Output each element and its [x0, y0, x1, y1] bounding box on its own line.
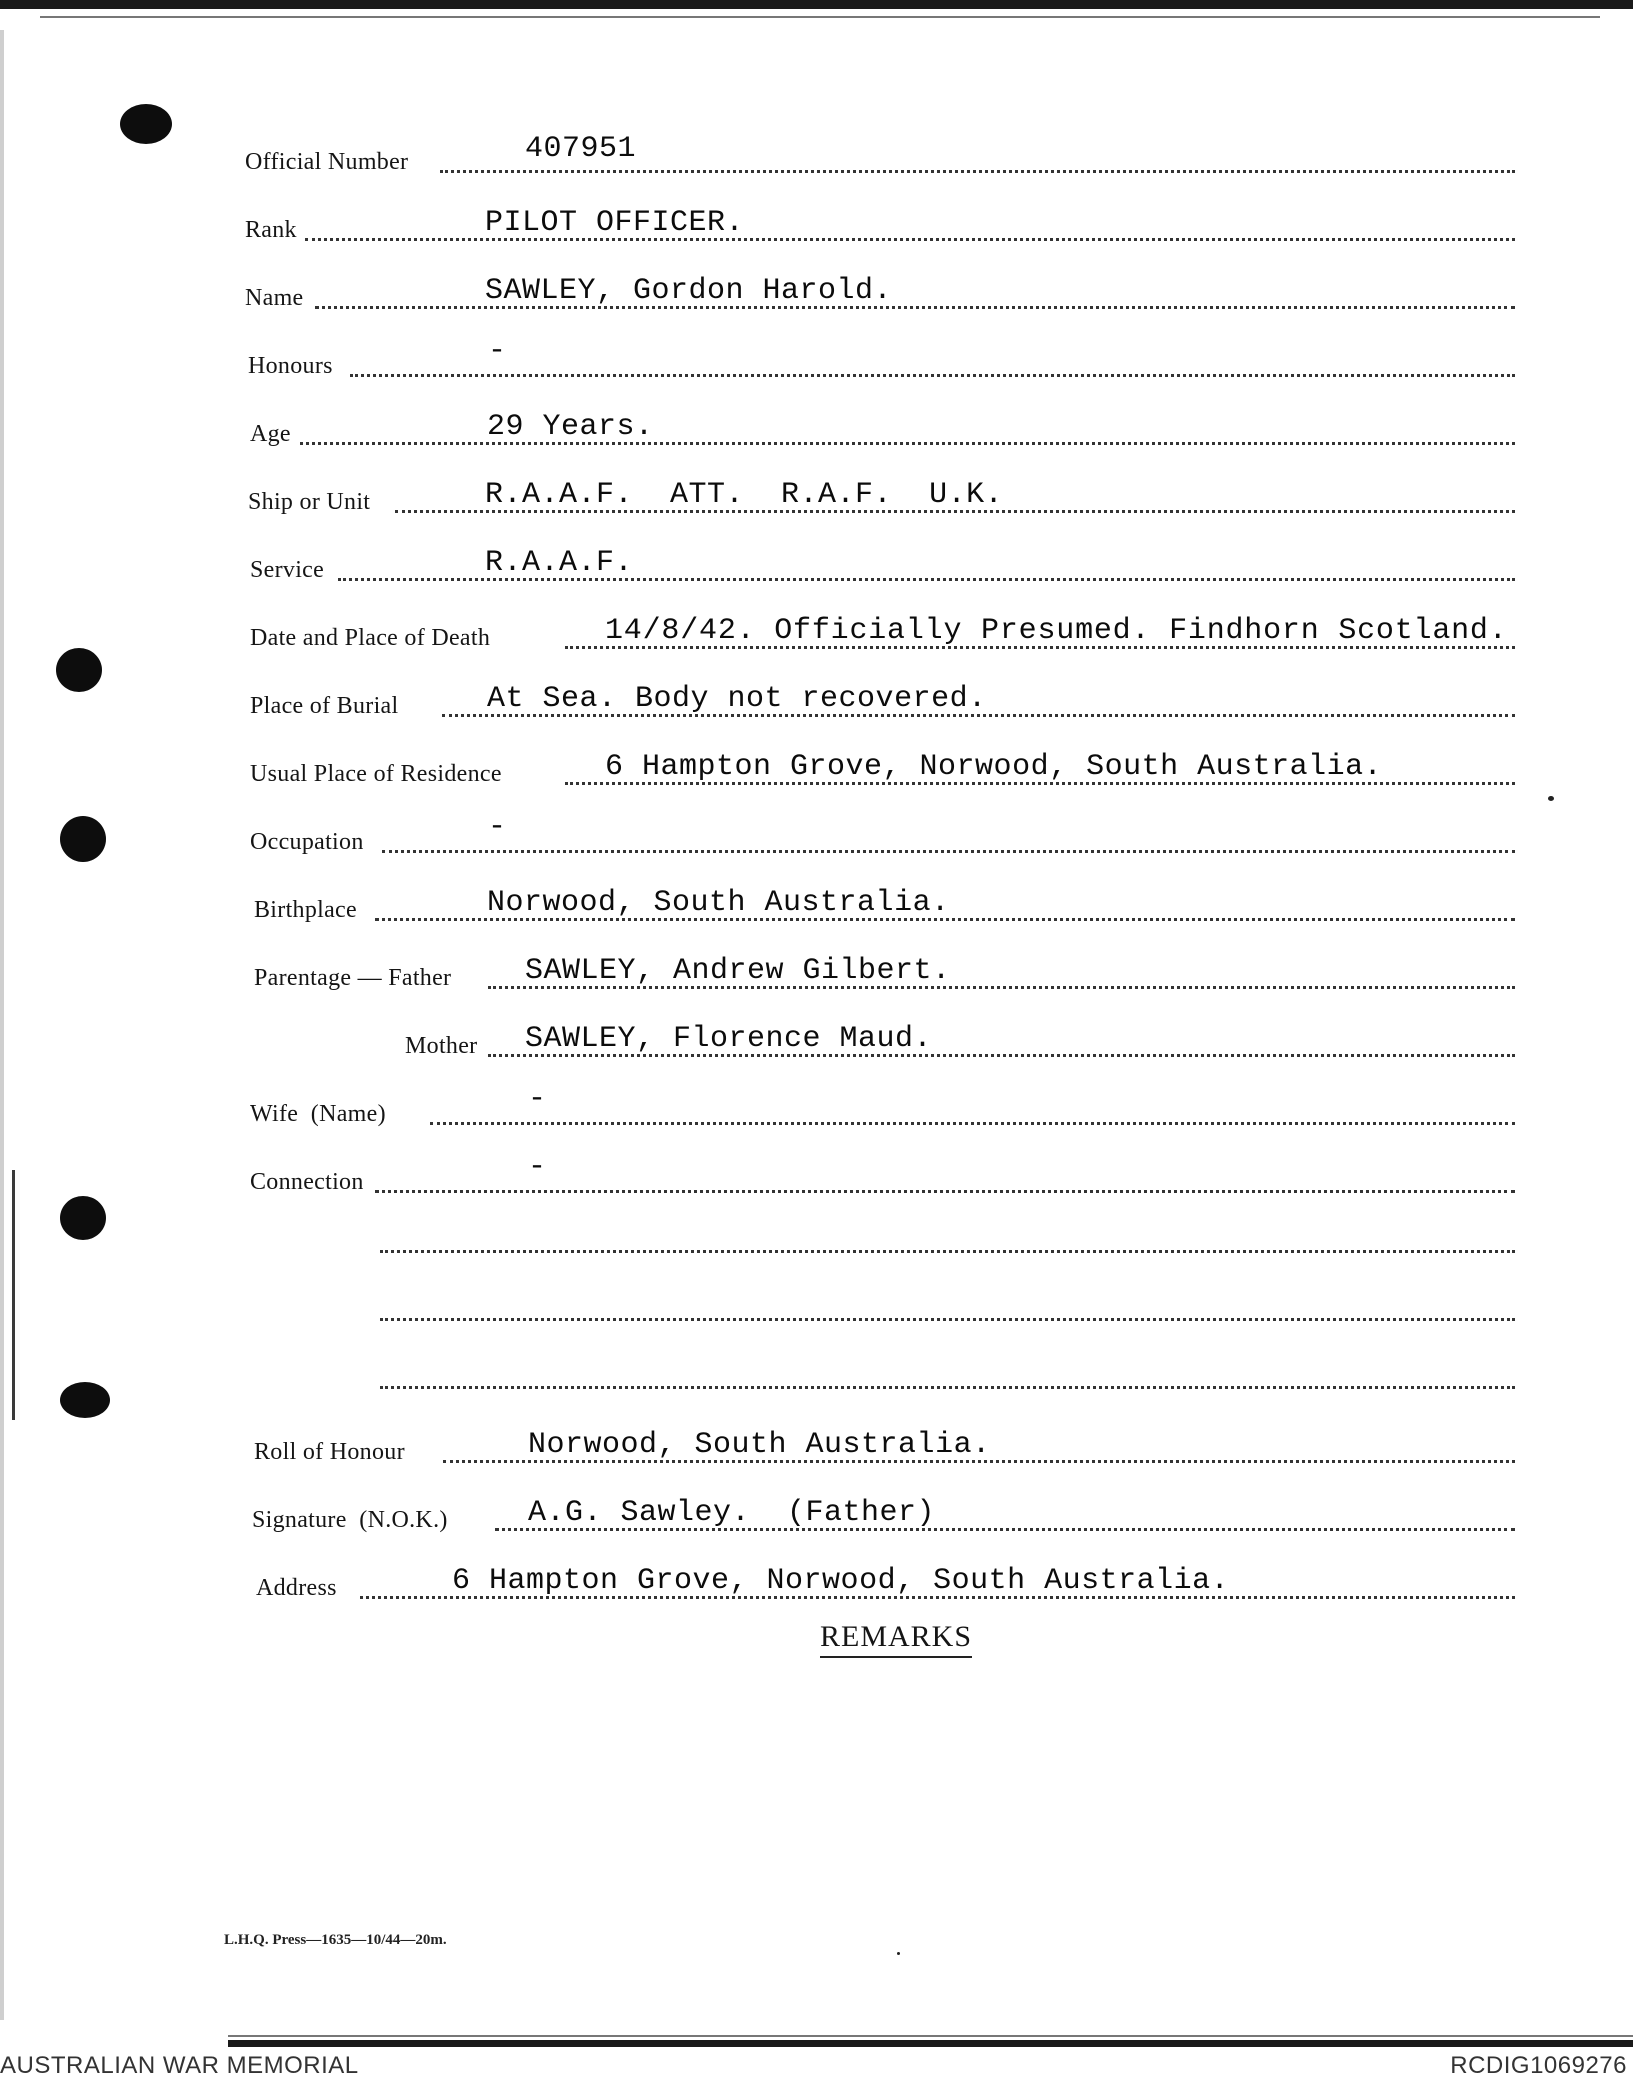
row-usual-residence	[0, 744, 1633, 794]
value-ship-or-unit: R.A.A.F. ATT. R.A.F. U.K.	[485, 478, 1004, 512]
label-connection: Connection	[250, 1169, 364, 1195]
row-rank	[0, 200, 1633, 250]
label-address: Address	[256, 1575, 337, 1601]
row-official-number	[0, 132, 1633, 182]
bottom-border	[228, 2040, 1633, 2047]
value-rank: PILOT OFFICER.	[485, 206, 745, 240]
top-border-thin	[40, 16, 1600, 18]
footer-institution: AUSTRALIAN WAR MEMORIAL	[0, 2052, 359, 2079]
label-place-of-burial: Place of Burial	[250, 693, 399, 719]
dotted-line-blank	[380, 1318, 1515, 1321]
row-roll-of-honour	[0, 1422, 1633, 1472]
label-honours: Honours	[248, 353, 333, 379]
value-connection: -	[528, 1150, 547, 1184]
label-service: Service	[250, 557, 325, 583]
value-birthplace: Norwood, South Australia.	[487, 886, 950, 920]
label-official-number: Official Number	[245, 149, 409, 175]
footer-record-id: RCDIG1069276	[1450, 2052, 1627, 2079]
row-birthplace	[0, 880, 1633, 930]
value-place-of-burial: At Sea. Body not recovered.	[487, 682, 987, 716]
row-honours	[0, 336, 1633, 386]
value-date-place-death: 14/8/42. Officially Presumed. Findhorn Scotland.	[605, 614, 1508, 648]
row-service	[0, 540, 1633, 590]
dotted-line-blank	[380, 1250, 1515, 1253]
row-connection	[0, 1152, 1633, 1202]
label-signature: Signature (N.O.K.)	[252, 1507, 448, 1533]
row-signature	[0, 1490, 1633, 1540]
row-mother	[0, 1016, 1633, 1066]
dotted-line	[430, 1122, 1515, 1125]
press-note: L.H.Q. Press—1635—10/44—20m.	[224, 1932, 447, 1948]
value-mother: SAWLEY, Florence Maud.	[525, 1022, 933, 1056]
row-age	[0, 404, 1633, 454]
label-mother: Mother	[405, 1033, 478, 1059]
row-occupation	[0, 812, 1633, 862]
label-date-place-death: Date and Place of Death	[250, 625, 491, 651]
value-service: R.A.A.F.	[485, 546, 634, 580]
row-ship-or-unit	[0, 472, 1633, 522]
dotted-line-blank	[380, 1386, 1515, 1389]
bottom-border-thin	[228, 2035, 1633, 2037]
label-father: Parentage — Father	[254, 965, 452, 991]
label-ship-or-unit: Ship or Unit	[248, 489, 371, 515]
label-age: Age	[250, 421, 291, 447]
value-usual-residence: 6 Hampton Grove, Norwood, South Australia.	[605, 750, 1383, 784]
row-date-place-death	[0, 608, 1633, 658]
value-age: 29 Years.	[487, 410, 654, 444]
punch-hole	[60, 1196, 106, 1240]
value-address: 6 Hampton Grove, Norwood, South Australia.	[452, 1564, 1230, 1598]
value-official-number: 407951	[525, 132, 637, 166]
value-roll-of-honour: Norwood, South Australia.	[528, 1428, 991, 1462]
punch-hole	[60, 1382, 110, 1418]
label-name: Name	[245, 285, 304, 311]
dotted-line	[375, 1190, 1515, 1193]
dotted-line	[382, 850, 1515, 853]
ink-speck	[897, 1952, 900, 1955]
dotted-line	[440, 170, 1515, 173]
value-honours: -	[488, 334, 507, 368]
label-wife: Wife (Name)	[250, 1101, 386, 1127]
value-wife: -	[528, 1082, 547, 1116]
row-father	[0, 948, 1633, 998]
value-father: SAWLEY, Andrew Gilbert.	[525, 954, 951, 988]
ink-speck	[1548, 796, 1554, 801]
row-name	[0, 268, 1633, 318]
label-usual-residence: Usual Place of Residence	[250, 761, 502, 787]
value-occupation: -	[488, 810, 507, 844]
label-rank: Rank	[245, 217, 297, 243]
row-wife	[0, 1084, 1633, 1134]
row-place-of-burial	[0, 676, 1633, 726]
value-name: SAWLEY, Gordon Harold.	[485, 274, 893, 308]
label-occupation: Occupation	[250, 829, 364, 855]
row-address	[0, 1558, 1633, 1608]
top-border	[0, 0, 1633, 9]
label-birthplace: Birthplace	[254, 897, 357, 923]
label-roll-of-honour: Roll of Honour	[254, 1439, 405, 1465]
dotted-line	[300, 442, 1515, 445]
value-signature: A.G. Sawley. (Father)	[528, 1496, 936, 1530]
remarks-heading: REMARKS	[820, 1620, 972, 1658]
dotted-line	[350, 374, 1515, 377]
left-edge-mark	[12, 1170, 15, 1420]
